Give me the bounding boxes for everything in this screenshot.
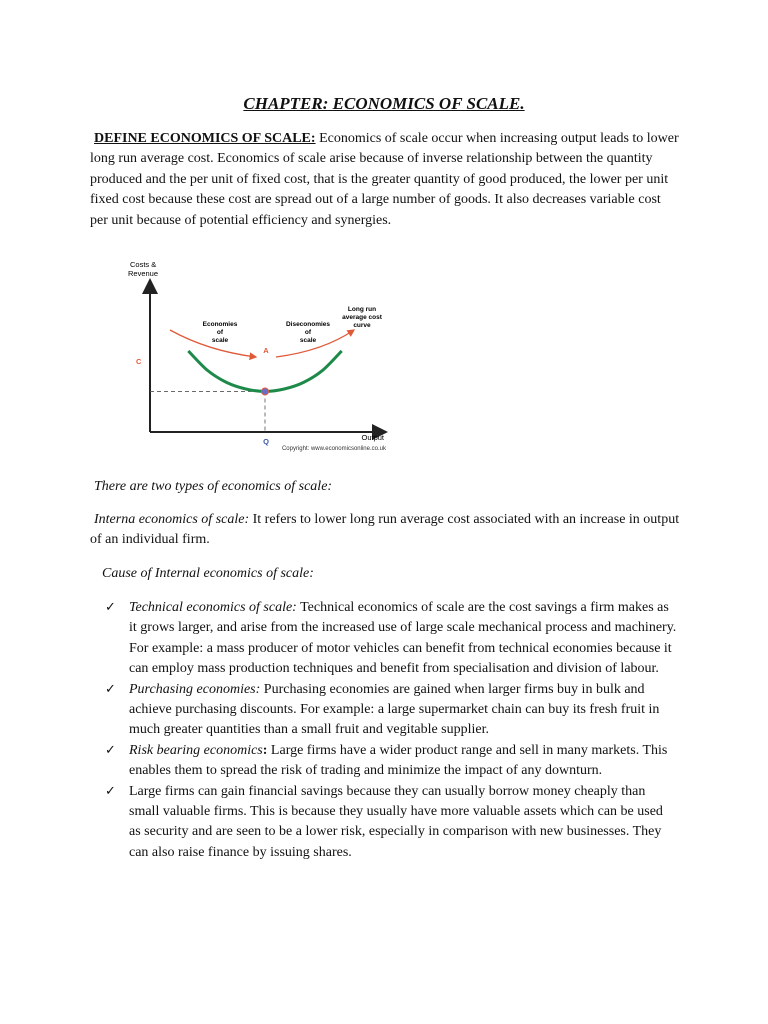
definition-paragraph <box>90 129 680 231</box>
list-item <box>105 741 677 782</box>
types-intro: There are two types of economics of scale: <box>94 479 333 494</box>
internal-paragraph <box>90 510 680 551</box>
c-tick-label: C <box>136 357 142 366</box>
checkmark-icon: ✓ <box>105 600 116 615</box>
causes-list <box>105 598 677 863</box>
cause-text: Large firms can gain financial savings because they can usually borrow money cheaply than small valuable firms. This is because they usually have more valuable assets which can be used as security and are seen to be a lower risk, especially in comparison with new businesses. They can also raise finance by issuing shares. <box>129 783 663 860</box>
lrac-curve <box>188 351 341 392</box>
internal-heading: Interna economics of scale: <box>94 512 250 527</box>
list-item <box>105 680 677 741</box>
lrac-label-2: average cost <box>342 314 382 321</box>
checkmark-icon: ✓ <box>105 742 116 758</box>
y-axis-label-line2: Revenue <box>128 269 159 278</box>
x-axis-label: Output <box>361 433 384 442</box>
list-item <box>105 598 677 680</box>
chapter-title: CHAPTER: ECONOMICS OF SCALE. <box>243 94 525 113</box>
cause-heading: Cause of Internal economics of scale: <box>102 566 314 581</box>
checkmark-icon: ✓ <box>105 783 116 799</box>
cause-lead: Technical economics of scale: <box>129 600 297 615</box>
diseconomies-label-1: Diseconomies <box>285 321 331 328</box>
list-item <box>105 782 677 864</box>
cause-lead: Purchasing economies: <box>129 681 261 697</box>
y-axis-label-line1: Costs & <box>130 260 157 269</box>
diseconomies-label-3: scale <box>299 337 317 344</box>
chart-copyright: Copyright: www.economicsonline.co.uk <box>281 446 386 452</box>
economies-of-scale-chart <box>118 256 398 456</box>
diseconomies-label-2: of <box>304 329 312 336</box>
minimum-point-a <box>262 388 269 395</box>
q-tick-label: Q <box>263 437 269 446</box>
checkmark-icon: ✓ <box>105 681 116 697</box>
cause-colon: : <box>262 742 268 758</box>
cause-text: Purchasing economies are gained when larger firms buy in bulk and achieve purchasing discounts. For example: a large supermarket chain can buy its fresh fruit in much greater quantities than a small fruit and vegitable supplier. <box>129 681 660 738</box>
lrac-label-1: Long run <box>347 306 377 313</box>
cause-text: Technical economics of scale are the cost savings a firm makes as it grows larger, and arise from the increased use of large scale mechanical process and machinery. For example: a mass producer of motor vehicles can benefit from technical economies because it can employ mass production techniques and benefit from specialisation and division of labour. <box>129 600 677 677</box>
definition-heading: DEFINE ECONOMICS OF SCALE: <box>94 131 316 146</box>
definition-text: Economics of scale occur when increasing output leads to lower long run average cost. Economics of scale arise because of inverse relationship between the quantity produced and the per unit of fixed cost, that is the greater quantity of good produced, the lower per unit fixed cost because these cost are spread out of a large number of goods. It also decreases variable cost per unit because of potential efficiency and synergies. <box>90 131 679 228</box>
internal-text: It refers to lower long run average cost associated with an increase in output of an individual firm. <box>90 512 680 548</box>
lrac-label-3: curve <box>353 322 371 329</box>
economies-label-2: of <box>216 329 224 336</box>
cause-lead: Risk bearing economics <box>129 742 263 758</box>
point-a-label: A <box>263 346 269 355</box>
economies-label-1: Economies <box>202 321 238 328</box>
cause-text: Large firms have a wider product range and sell in many markets. This enables them to spread the risk of trading and minimize the impact of any downturn. <box>129 742 668 779</box>
economies-label-3: scale <box>211 337 229 344</box>
